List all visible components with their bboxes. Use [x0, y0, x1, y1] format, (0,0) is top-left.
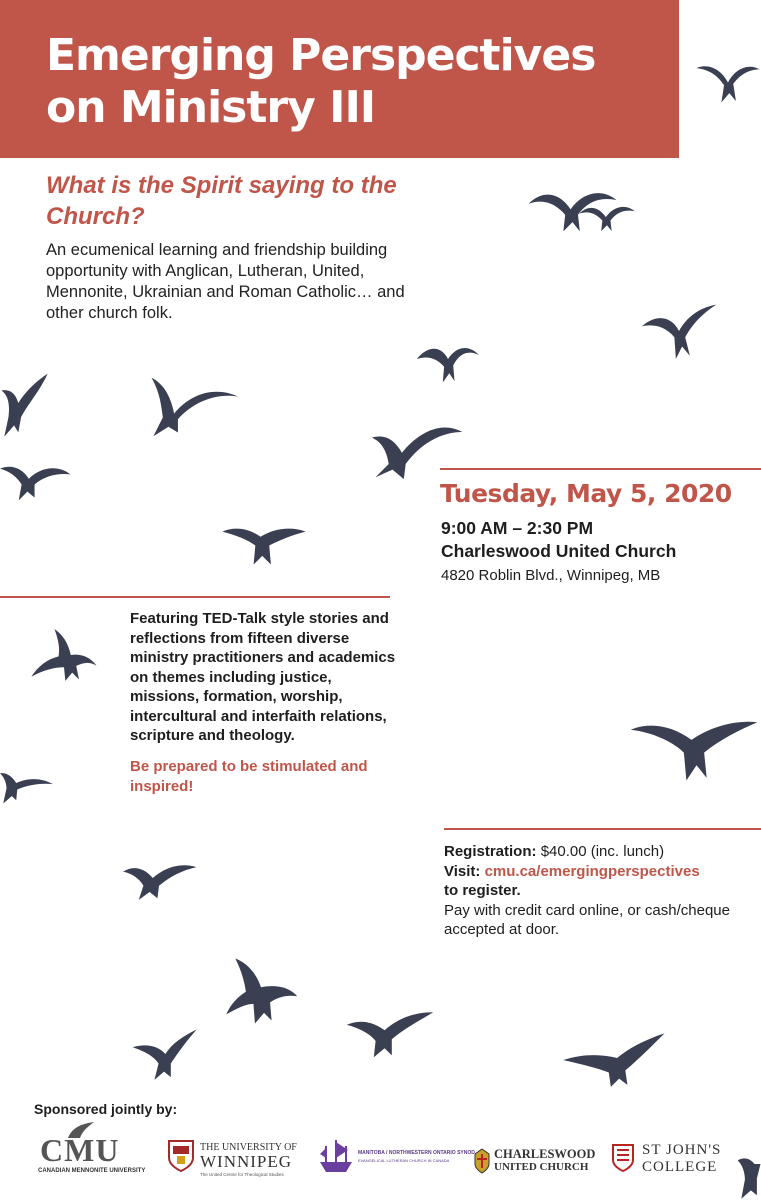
bird-icon — [0, 368, 52, 438]
event-divider — [440, 468, 761, 470]
uwinnipeg-subtitle: The United Centre for Theological Studies — [200, 1172, 284, 1177]
cmu-subtitle: CANADIAN MENNONITE UNIVERSITY — [38, 1168, 146, 1174]
bird-icon — [415, 333, 481, 385]
stjohns-crest-icon — [612, 1144, 634, 1172]
event-venue: Charleswood United Church — [441, 541, 677, 561]
bird-icon — [145, 374, 241, 440]
title-line-2: on Ministry III — [46, 82, 376, 133]
ship-icon — [316, 1136, 356, 1176]
sponsored-label: Sponsored jointly by: — [34, 1101, 178, 1117]
bird-icon — [223, 957, 299, 1025]
bird-icon — [561, 1027, 669, 1089]
uwinnipeg-line-2: WINNIPEG — [200, 1152, 293, 1171]
bird-icon — [736, 1140, 761, 1200]
registration-link[interactable]: cmu.ca/emergingperspectives — [484, 862, 700, 880]
bird-icon — [218, 516, 310, 568]
bird-icon — [120, 853, 198, 903]
stjohns-line-2: COLLEGE — [642, 1159, 718, 1175]
page-title — [46, 30, 595, 134]
charleswood-line-1: CHARLESWOOD — [494, 1147, 596, 1161]
registration-divider — [444, 828, 761, 830]
registration-label: Registration: — [444, 843, 537, 860]
synod-line-1: MANITOBA / NORTHWESTERN ONTARIO SYNOD — [358, 1150, 475, 1156]
bird-icon — [0, 452, 72, 504]
bird-icon — [365, 415, 469, 481]
bird-icon — [627, 707, 761, 783]
visit-label: Visit: — [444, 862, 481, 880]
intro-text: An ecumenical learning and friendship building opportunity with Anglican, Lutheran, United, Mennonite, Ukrainian and Roman Catholic… and other church folk. — [46, 241, 405, 322]
title-line-1: Emerging Perspectives — [46, 30, 596, 81]
subtitle: What is the Spirit saying to the Church? — [46, 172, 397, 230]
feature-text: Featuring TED-Talk style stories and reflections from fifteen diverse ministry practitioners and academics on themes including justice, missions, formation, worship, intercultural and interfaith relations, scripture and theology. — [130, 610, 396, 744]
bird-icon — [578, 196, 636, 236]
feature-divider — [0, 596, 390, 598]
bird-icon — [130, 1025, 198, 1083]
payment-text: Pay with credit card online, or cash/cheque accepted at door. — [444, 901, 730, 938]
stjohns-line-1: ST JOHN'S — [642, 1142, 722, 1158]
event-date: Tuesday, May 5, 2020 — [440, 479, 732, 508]
bird-icon — [0, 760, 54, 806]
registration-block — [444, 842, 744, 940]
uwinnipeg-line-1: THE UNIVERSITY OF — [200, 1142, 297, 1153]
bird-icon — [640, 300, 718, 362]
event-time: 9:00 AM – 2:30 PM — [441, 518, 594, 538]
bird-icon — [30, 627, 98, 683]
event-address: 4820 Roblin Blvd., Winnipeg, MB — [441, 567, 661, 584]
synod-line-2: EVANGELICAL LUTHERAN CHURCH IN CANADA — [358, 1158, 450, 1163]
registration-price: $40.00 (inc. lunch) — [540, 843, 665, 860]
bird-icon — [695, 40, 761, 112]
uwinnipeg-crest-icon — [168, 1140, 194, 1172]
bird-icon — [345, 1004, 435, 1060]
cmu-mark: CMU — [40, 1132, 120, 1168]
to-register-text: to register. — [444, 882, 521, 899]
united-church-crest-icon — [474, 1148, 490, 1174]
title-banner — [0, 0, 679, 158]
charleswood-line-2: UNITED CHURCH — [494, 1161, 589, 1173]
stimulate-text: Be prepared to be stimulated and inspired! — [130, 758, 368, 795]
